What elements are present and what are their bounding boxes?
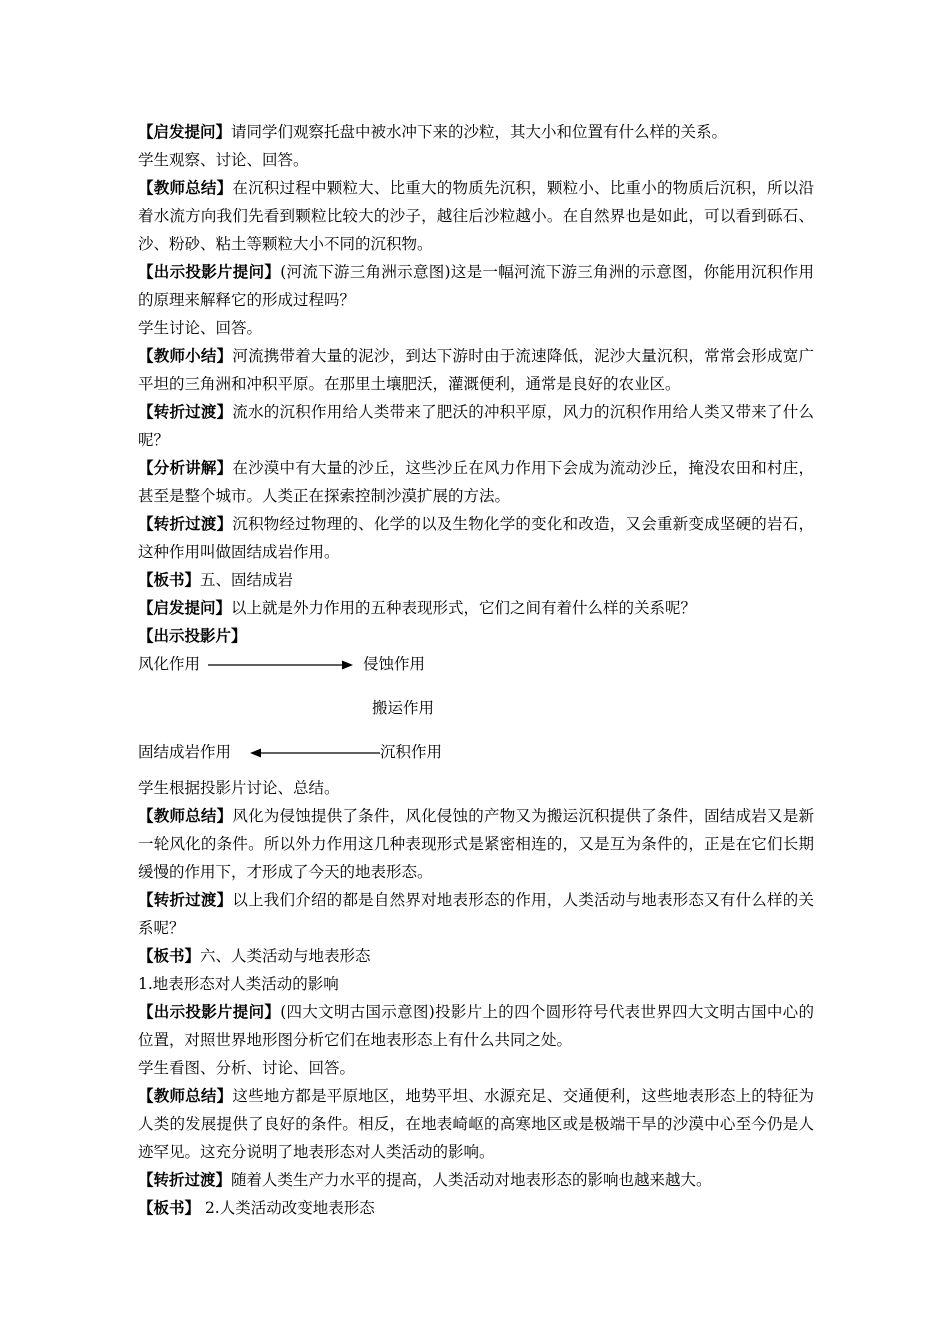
paragraph-2	[138, 146, 814, 174]
paragraph-text: 沉积物经过物理的、化学的以及生物化学的变化和改造，又会重新变成坚硬的岩石，这种作用叫做固结成岩作用。	[138, 515, 814, 561]
paragraph-11	[138, 594, 814, 622]
paragraph-tag: 【板书】	[138, 1198, 201, 1217]
paragraph-1	[138, 118, 814, 146]
paragraph-text: 1.地表形态对人类活动的影响	[138, 975, 339, 993]
paragraph-21	[138, 1166, 814, 1194]
paragraph-tag: 【出示投影片提问】	[138, 1002, 281, 1021]
paragraph-text: 随着人类生产力水平的提高，人类活动对地表形态的影响也越来越大。	[231, 1171, 712, 1189]
paragraph-text: 请同学们观察托盘中被水冲下来的沙粒，其大小和位置有什么样的关系。	[231, 123, 728, 141]
paragraph-4	[138, 258, 814, 314]
paragraph-14	[138, 802, 814, 886]
paragraph-tag: 【启发提问】	[138, 598, 232, 617]
paragraph-text: 学生讨论、回答。	[138, 319, 263, 337]
deposition-label: 沉积作用	[380, 743, 443, 761]
paragraph-10	[138, 566, 814, 594]
paragraph-text: 风化为侵蚀提供了条件，风化侵蚀的产物又为搬运沉积提供了条件，固结成岩又是新一轮风化的条件。所以外力作用这几种表现形式是紧密相连的，又是互为条件的，正是在它们长期缓慢的作用下，才形成了今天的地表形态。	[138, 807, 814, 881]
paragraph-text: 以上就是外力作用的五种表现形式，它们之间有着什么样的关系呢？	[231, 599, 697, 617]
erosion-label: 侵蚀作用	[363, 655, 426, 673]
paragraph-text: 学生看图、分析、讨论、回答。	[138, 1059, 356, 1077]
paragraph-tag: 【转折过渡】	[138, 890, 233, 909]
paragraph-text: 学生观察、讨论、回答。	[138, 151, 309, 169]
lithification-label: 固结成岩作用	[138, 743, 232, 761]
paragraph-text: 2.人类活动改变地表形态	[200, 1199, 375, 1217]
document-body	[138, 118, 814, 1222]
paragraph-15	[138, 886, 814, 942]
paragraph-text: (河流下游三角洲示意图)这是一幅河流下游三角洲的示意图，你能用沉积作用的原理来解释它的形成过程吗？	[138, 263, 814, 309]
paragraph-3	[138, 174, 814, 258]
paragraph-text: 在沉积过程中颗粒大、比重大的物质先沉积，颗粒小、比重小的物质后沉积，所以沿着水流方向我们先看到颗粒比较大的沙子，越往后沙粒越小。在自然界也是如此，可以看到砾石、沙、粉砂、粘土等颗粒大小不同的沉积物。	[138, 179, 814, 253]
paragraph-6	[138, 342, 814, 398]
paragraph-16	[138, 942, 814, 970]
paragraph-tag: 【板书】	[138, 946, 201, 965]
paragraph-7	[138, 398, 814, 454]
arrow-right-icon	[208, 658, 354, 672]
paragraph-text: 河流携带着大量的泥沙，到达下游时由于流速降低，泥沙大量沉积，常常会形成宽广平坦的三角洲和冲积平原。在那里土壤肥沃，灌溉便利，通常是良好的农业区。	[138, 347, 814, 393]
paragraph-tag: 【转折过渡】	[138, 402, 233, 421]
weathering-label: 风化作用	[138, 655, 201, 673]
paragraph-text: 学生根据投影片讨论、总结。	[138, 779, 340, 797]
paragraph-text: 流水的沉积作用给人类带来了肥沃的冲积平原，风力的沉积作用给人类又带来了什么呢？	[138, 403, 814, 449]
paragraph-8	[138, 454, 814, 510]
paragraph-tag: 【教师总结】	[138, 1086, 233, 1105]
external-forces-diagram	[138, 650, 814, 774]
transport-label: 搬运作用	[372, 699, 435, 717]
paragraph-17	[138, 970, 814, 998]
paragraph-text: 以上我们介绍的都是自然界对地表形态的作用，人类活动与地表形态又有什么样的关系呢？	[138, 891, 814, 937]
paragraph-tag: 【教师小结】	[138, 346, 233, 365]
paragraph-tag: 【出示投影片】	[138, 626, 247, 645]
paragraph-20	[138, 1082, 814, 1166]
paragraph-12	[138, 622, 814, 650]
paragraph-tag: 【启发提问】	[138, 122, 232, 141]
paragraph-tag: 【转折过渡】	[138, 514, 233, 533]
paragraph-tag: 【转折过渡】	[138, 1170, 232, 1189]
paragraph-text: 在沙漠中有大量的沙丘，这些沙丘在风力作用下会成为流动沙丘，掩没农田和村庄，甚至是整个城市。人类正在探索控制沙漠扩展的方法。	[138, 459, 814, 505]
arrow-left-icon	[250, 746, 380, 760]
paragraph-tag: 【教师总结】	[138, 806, 233, 825]
paragraph-tag: 【出示投影片提问】	[138, 262, 281, 281]
paragraph-tag: 【教师总结】	[138, 178, 233, 197]
paragraph-text: 这些地方都是平原地区，地势平坦、水源充足、交通便利，这些地表形态上的特征为人类的发展提供了良好的条件。相反，在地表崎岖的高寒地区或是极端干旱的沙漠中心至今仍是人迹罕见。这充分说明了地表形态对人类活动的影响。	[138, 1087, 814, 1161]
paragraph-tag: 【板书】	[138, 570, 201, 589]
paragraph-19	[138, 1054, 814, 1082]
paragraph-9	[138, 510, 814, 566]
paragraph-text: (四大文明古国示意图)投影片上的四个圆形符号代表世界四大文明古国中心的位置，对照世界地形图分析它们在地表形态上有什么共同之处。	[138, 1003, 814, 1049]
paragraph-text: 六、人类活动与地表形态	[200, 947, 371, 965]
paragraph-tag: 【分析讲解】	[138, 458, 233, 477]
paragraph-22	[138, 1194, 814, 1222]
paragraph-text: 五、固结成岩	[200, 571, 294, 589]
paragraph-13	[138, 774, 814, 802]
paragraph-5	[138, 314, 814, 342]
paragraph-18	[138, 998, 814, 1054]
